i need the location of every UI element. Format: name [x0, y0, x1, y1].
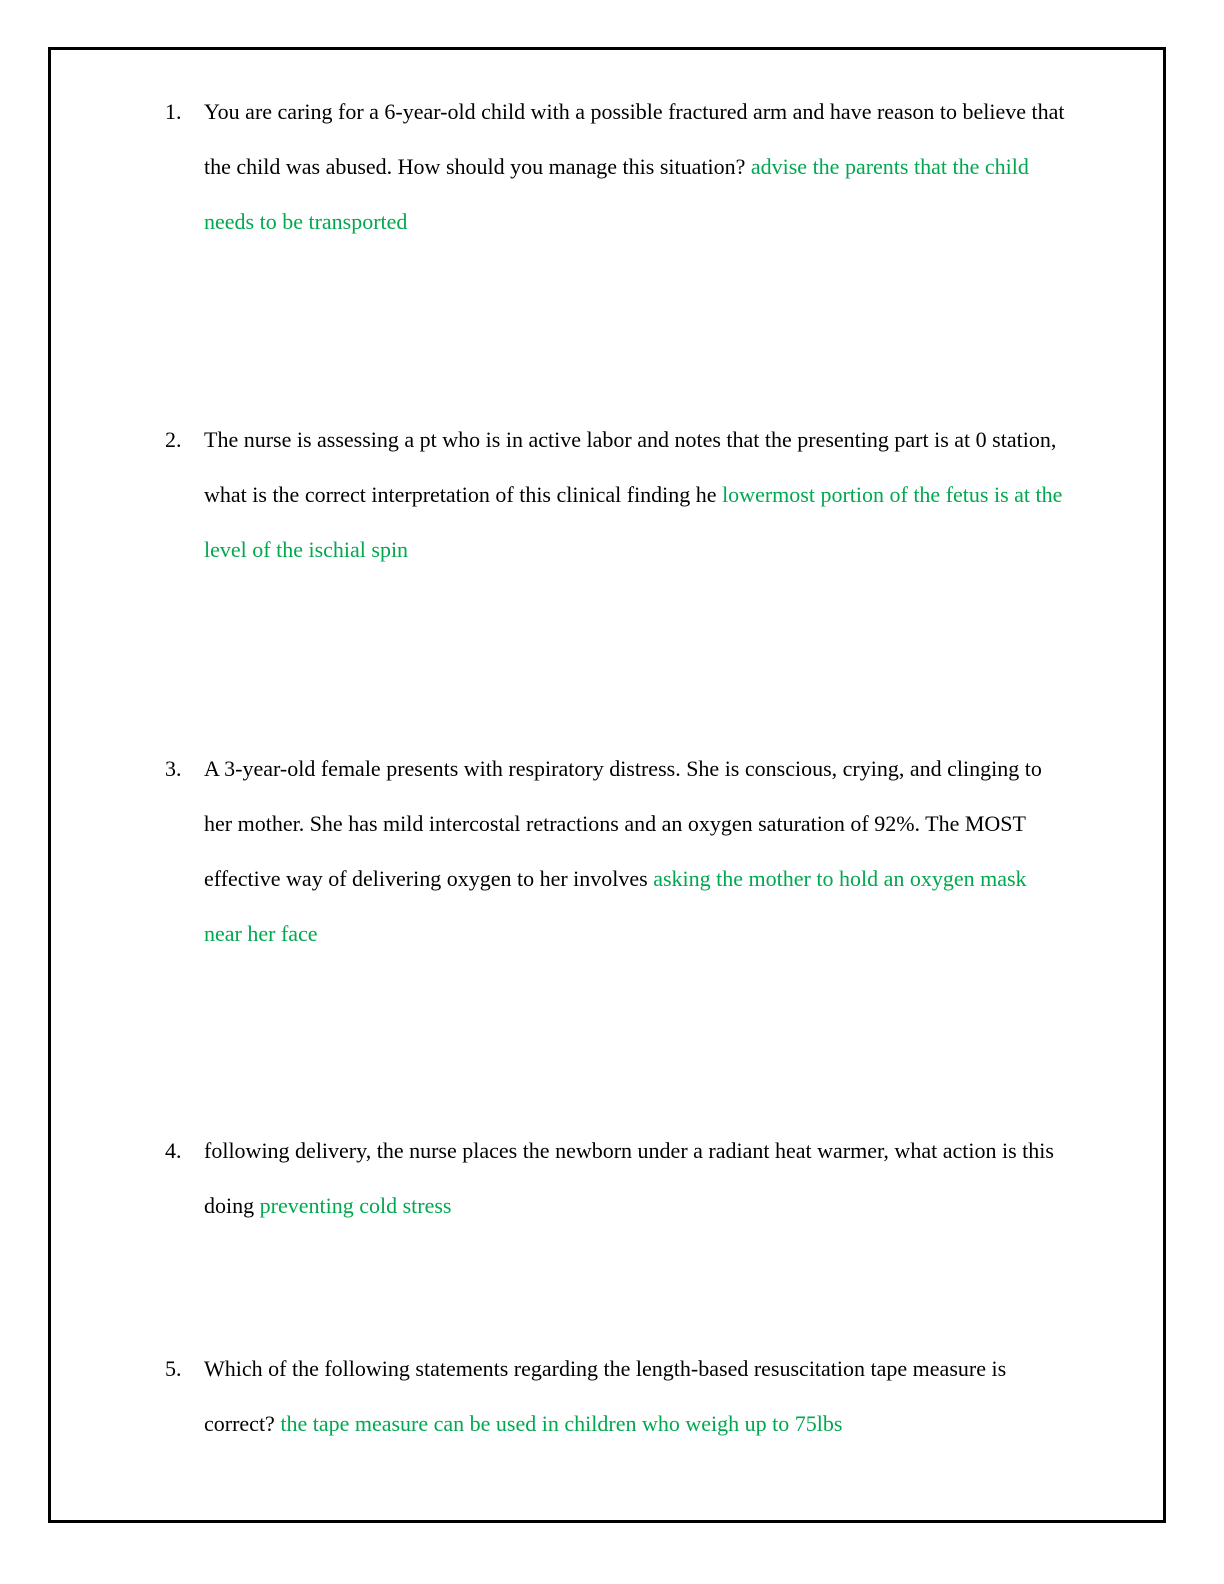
question-number: 5. — [165, 1356, 182, 1381]
question-text: A 3-year-old female presents with respiratory distress. She is conscious, crying, and clinging to her mother. She has mild intercostal retractions and an oxygen saturation of 92%. The MOST effective way of delivering oxygen to her involves — [204, 756, 1042, 891]
question-text: The nurse is assessing a pt who is in active labor and notes that the presenting part is at 0 station, what is the correct interpretation of this clinical finding he — [204, 427, 1057, 507]
question-number: 1. — [165, 99, 182, 124]
question-text: following delivery, the nurse places the newborn under a radiant heat warmer, what action is this doing — [204, 1138, 1054, 1218]
answer-text: advise the parents that the child needs to be transported — [204, 154, 1029, 234]
answer-text: preventing cold stress — [259, 1193, 452, 1218]
answer-text: the tape measure can be used in children who weigh up to 75lbs — [280, 1411, 843, 1436]
question-body — [204, 412, 1065, 577]
question-5 — [165, 1341, 1065, 1451]
question-4 — [165, 1123, 1065, 1233]
question-2 — [165, 412, 1065, 577]
question-number: 2. — [165, 427, 182, 452]
question-body — [204, 1123, 1065, 1233]
question-body — [204, 741, 1065, 961]
answer-text: lowermost portion of the fetus is at the level of the ischial spin — [204, 482, 1063, 562]
answer-text: asking the mother to hold an oxygen mask near her face — [204, 866, 1027, 946]
question-text: You are caring for a 6-year-old child with a possible fractured arm and have reason to believe that the child was abused. How should you manage this situation? — [204, 99, 1065, 179]
question-body — [204, 84, 1065, 249]
question-body — [204, 1341, 1065, 1451]
question-number: 3. — [165, 756, 182, 781]
question-text: Which of the following statements regarding the length-based resuscitation tape measure is correct? — [204, 1356, 1007, 1436]
question-number: 4. — [165, 1138, 182, 1163]
question-3 — [165, 741, 1065, 961]
question-1 — [165, 84, 1065, 249]
